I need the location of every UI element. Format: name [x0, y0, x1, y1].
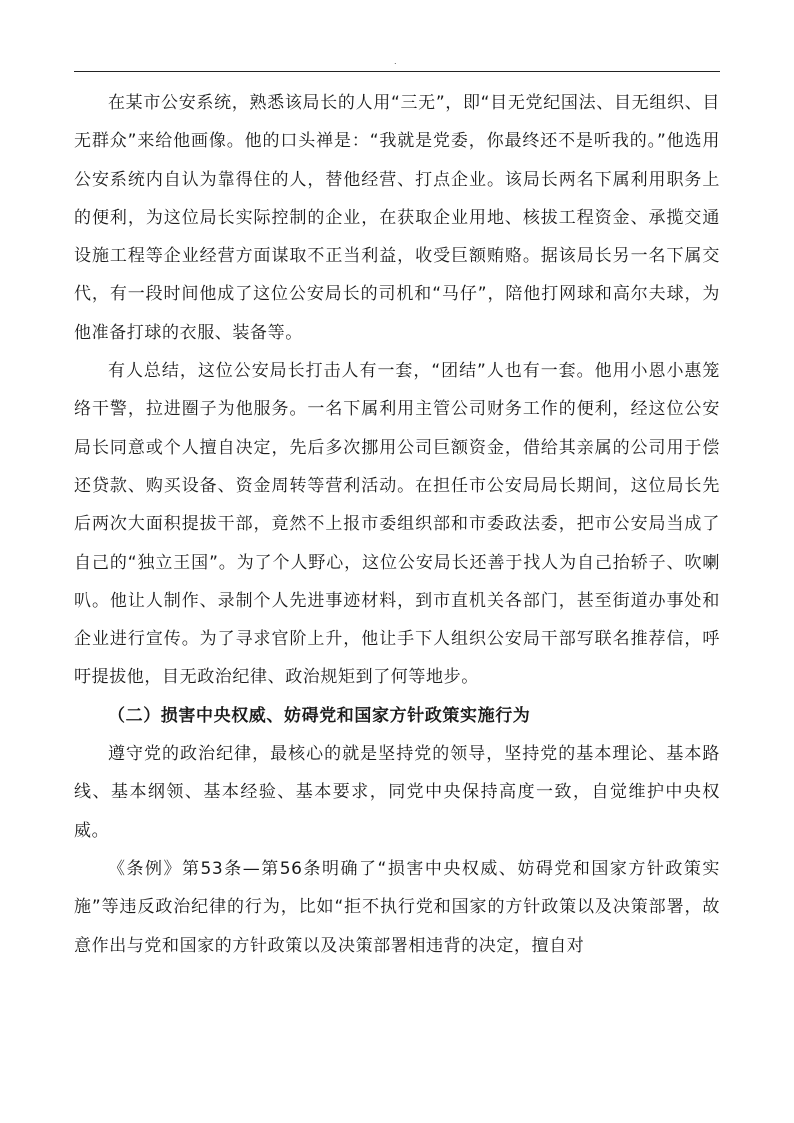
section-heading: （二）损害中央权威、妨碍党和国家方针政策实施行为	[108, 705, 531, 726]
paragraph-2: 有人总结，这位公安局长打击人有一套，“团结”人也有一套。他用小恩小惠笼络干警，拉进圈子为他服务。一名下属利用主管公司财务工作的便利，经这位公安局长同意或个人擅自决定，先后多次挪用公司巨额资金，借给其亲属的公司用于偿还贷款、购买设备、资金周转等营利活动。在担任市公安局局长期间，这位局长先后两次大面积提拔干部，竟然不上报市委组织部和市委政法委，把市公安局当成了自己的“独立王国”。为了个人野心，这位公安局长还善于找人为自己抬轿子、吹喇叭。他让人制作、录制个人先进事迹材料，到市直机关各部门，甚至街道办事处和企业进行宣传。为了寻求官阶上升，他让手下人组织公安局干部写联名推荐信，呼吁提拔他，目无政治纪律、政治规矩到了何等地步。	[74, 361, 720, 688]
paragraph-4: 《条例》第53条—第56条明确了“损害中央权威、妨碍党和国家方针政策实施”等违反政治纪律的行为，比如“拒不执行党和国家的方针政策以及决策部署，故意作出与党和国家的方针政策以及决策部署相违背的决定，擅自对	[74, 858, 720, 956]
document-body	[74, 84, 720, 965]
header-rule	[74, 71, 720, 72]
paragraph-1: 在某市公安系统，熟悉该局长的人用“三无”，即“目无党纪国法、目无组织、目无群众”来给他画像。他的口头禅是：“我就是党委，你最终还不是听我的。”他选用公安系统内自认为靠得住的人，替他经营、打点企业。该局长两名下属利用职务上的便利，为这位局长实际控制的企业，在获取企业用地、核拔工程资金、承揽交通设施工程等企业经营方面谋取不正当利益，收受巨额贿赂。据该局长另一名下属交代，有一段时间他成了这位公安局长的司机和“马仔”，陪他打网球和高尔夫球，为他准备打球的衣服、装备等。	[74, 93, 720, 343]
header-mark: .	[394, 57, 397, 66]
paragraph-3: 遵守党的政治纪律，最核心的就是坚持党的领导，坚持党的基本理论、基本路线、基本纲领、基本经验、基本要求，同党中央保持高度一致，自觉维护中央权威。	[74, 744, 720, 841]
